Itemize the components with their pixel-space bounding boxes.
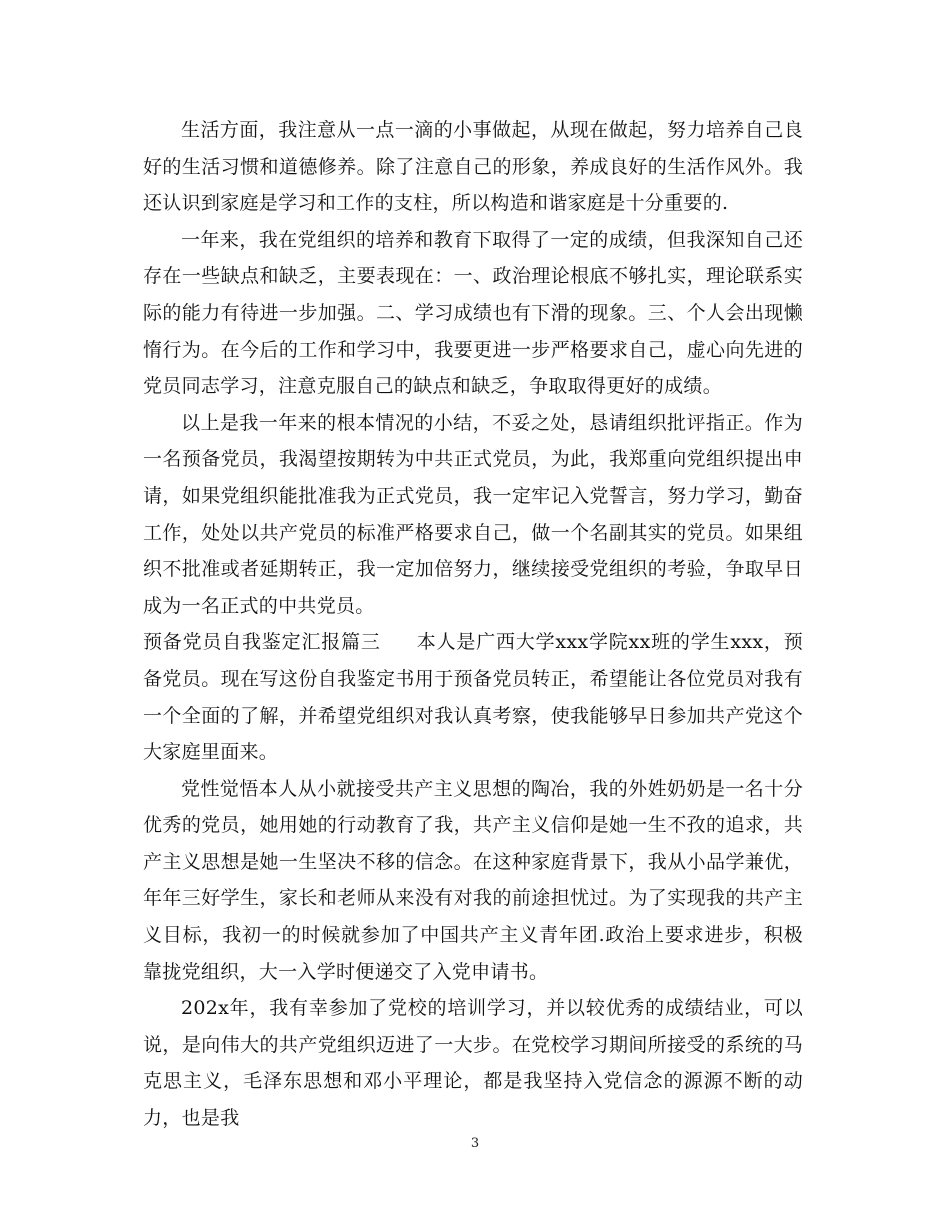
paragraph-life: 生活方面，我注意从一点一滴的小事做起，从现在做起，努力培养自己良好的生活习惯和道德修养。除了注意自己的形象，养成良好的生活作风外。我还认识到家庭是学习和工作的支柱，所以构造和谐家庭是十分重要的. <box>143 119 803 215</box>
document-body <box>143 112 803 1137</box>
paragraph-application: 以上是我一年来的根本情况的小结，不妥之处，恳请组织批评指正。作为一名预备党员，我渴望按期转为中共正式党员，为此，我郑重向党组织提出申请，如果党组织能批准我为正式党员，我一定牢记入党誓言，努力学习，勤奋工作，处处以共产党员的标准严格要求自己，做一个名副其实的党员。如果组织不批准或者延期转正，我一定加倍努力，继续接受党组织的考验，争取早日成为一名正式的中共党员。 <box>143 411 803 617</box>
paragraph-party-awareness: 党性觉悟本人从小就接受共产主义思想的陶冶，我的外姓奶奶是一名十分优秀的党员，她用她的行动教育了我，共产主义信仰是她一生不孜的追求，共产主义思想是她一生坚决不移的信念。在这种家庭背景下，我从小品学兼优，年年三好学生，家长和老师从来没有对我的前途担忧过。为了实现我的共产主义目标，我初一的时候就参加了中国共产主义青年团.政治上要求进步，积极靠拢党组织，大一入学时便递交了入党申请书。 <box>143 777 803 983</box>
section-paragraph <box>143 624 803 770</box>
page-number: 3 <box>470 1136 480 1151</box>
section-intro: 本人是广西大学xxx学院xx班的学生xxx，预备党员。现在写这份自我鉴定书用于预备党员转正，希望能让各位党员对我有一个全面的了解，并希望党组织对我认真考察，使我能够早日参加共产党这个大家庭里面来。 <box>143 631 803 764</box>
paragraph-party-school: 202x年，我有幸参加了党校的培训学习，并以较优秀的成绩结业，可以说，是向伟大的共产党组织迈进了一大步。在党校学习期间所接受的系统的马克思主义，毛泽东思想和邓小平理论，都是我坚持入党信念的源源不断的动力，也是我 <box>143 997 803 1130</box>
paragraph-shortcomings: 一年来，我在党组织的培养和教育下取得了一定的成绩，但我深知自己还存在一些缺点和缺乏，主要表现在：一、政治理论根底不够扎实，理论联系实际的能力有待进一步加强。二、学习成绩也有下滑的现象。三、个人会出现懒惰行为。在今后的工作和学习中，我要更进一步严格要求自己，虚心向先进的党员同志学习，注意克服自己的缺点和缺乏，争取取得更好的成绩。 <box>143 228 803 398</box>
section-heading: 预备党员自我鉴定汇报篇三 <box>143 631 381 654</box>
